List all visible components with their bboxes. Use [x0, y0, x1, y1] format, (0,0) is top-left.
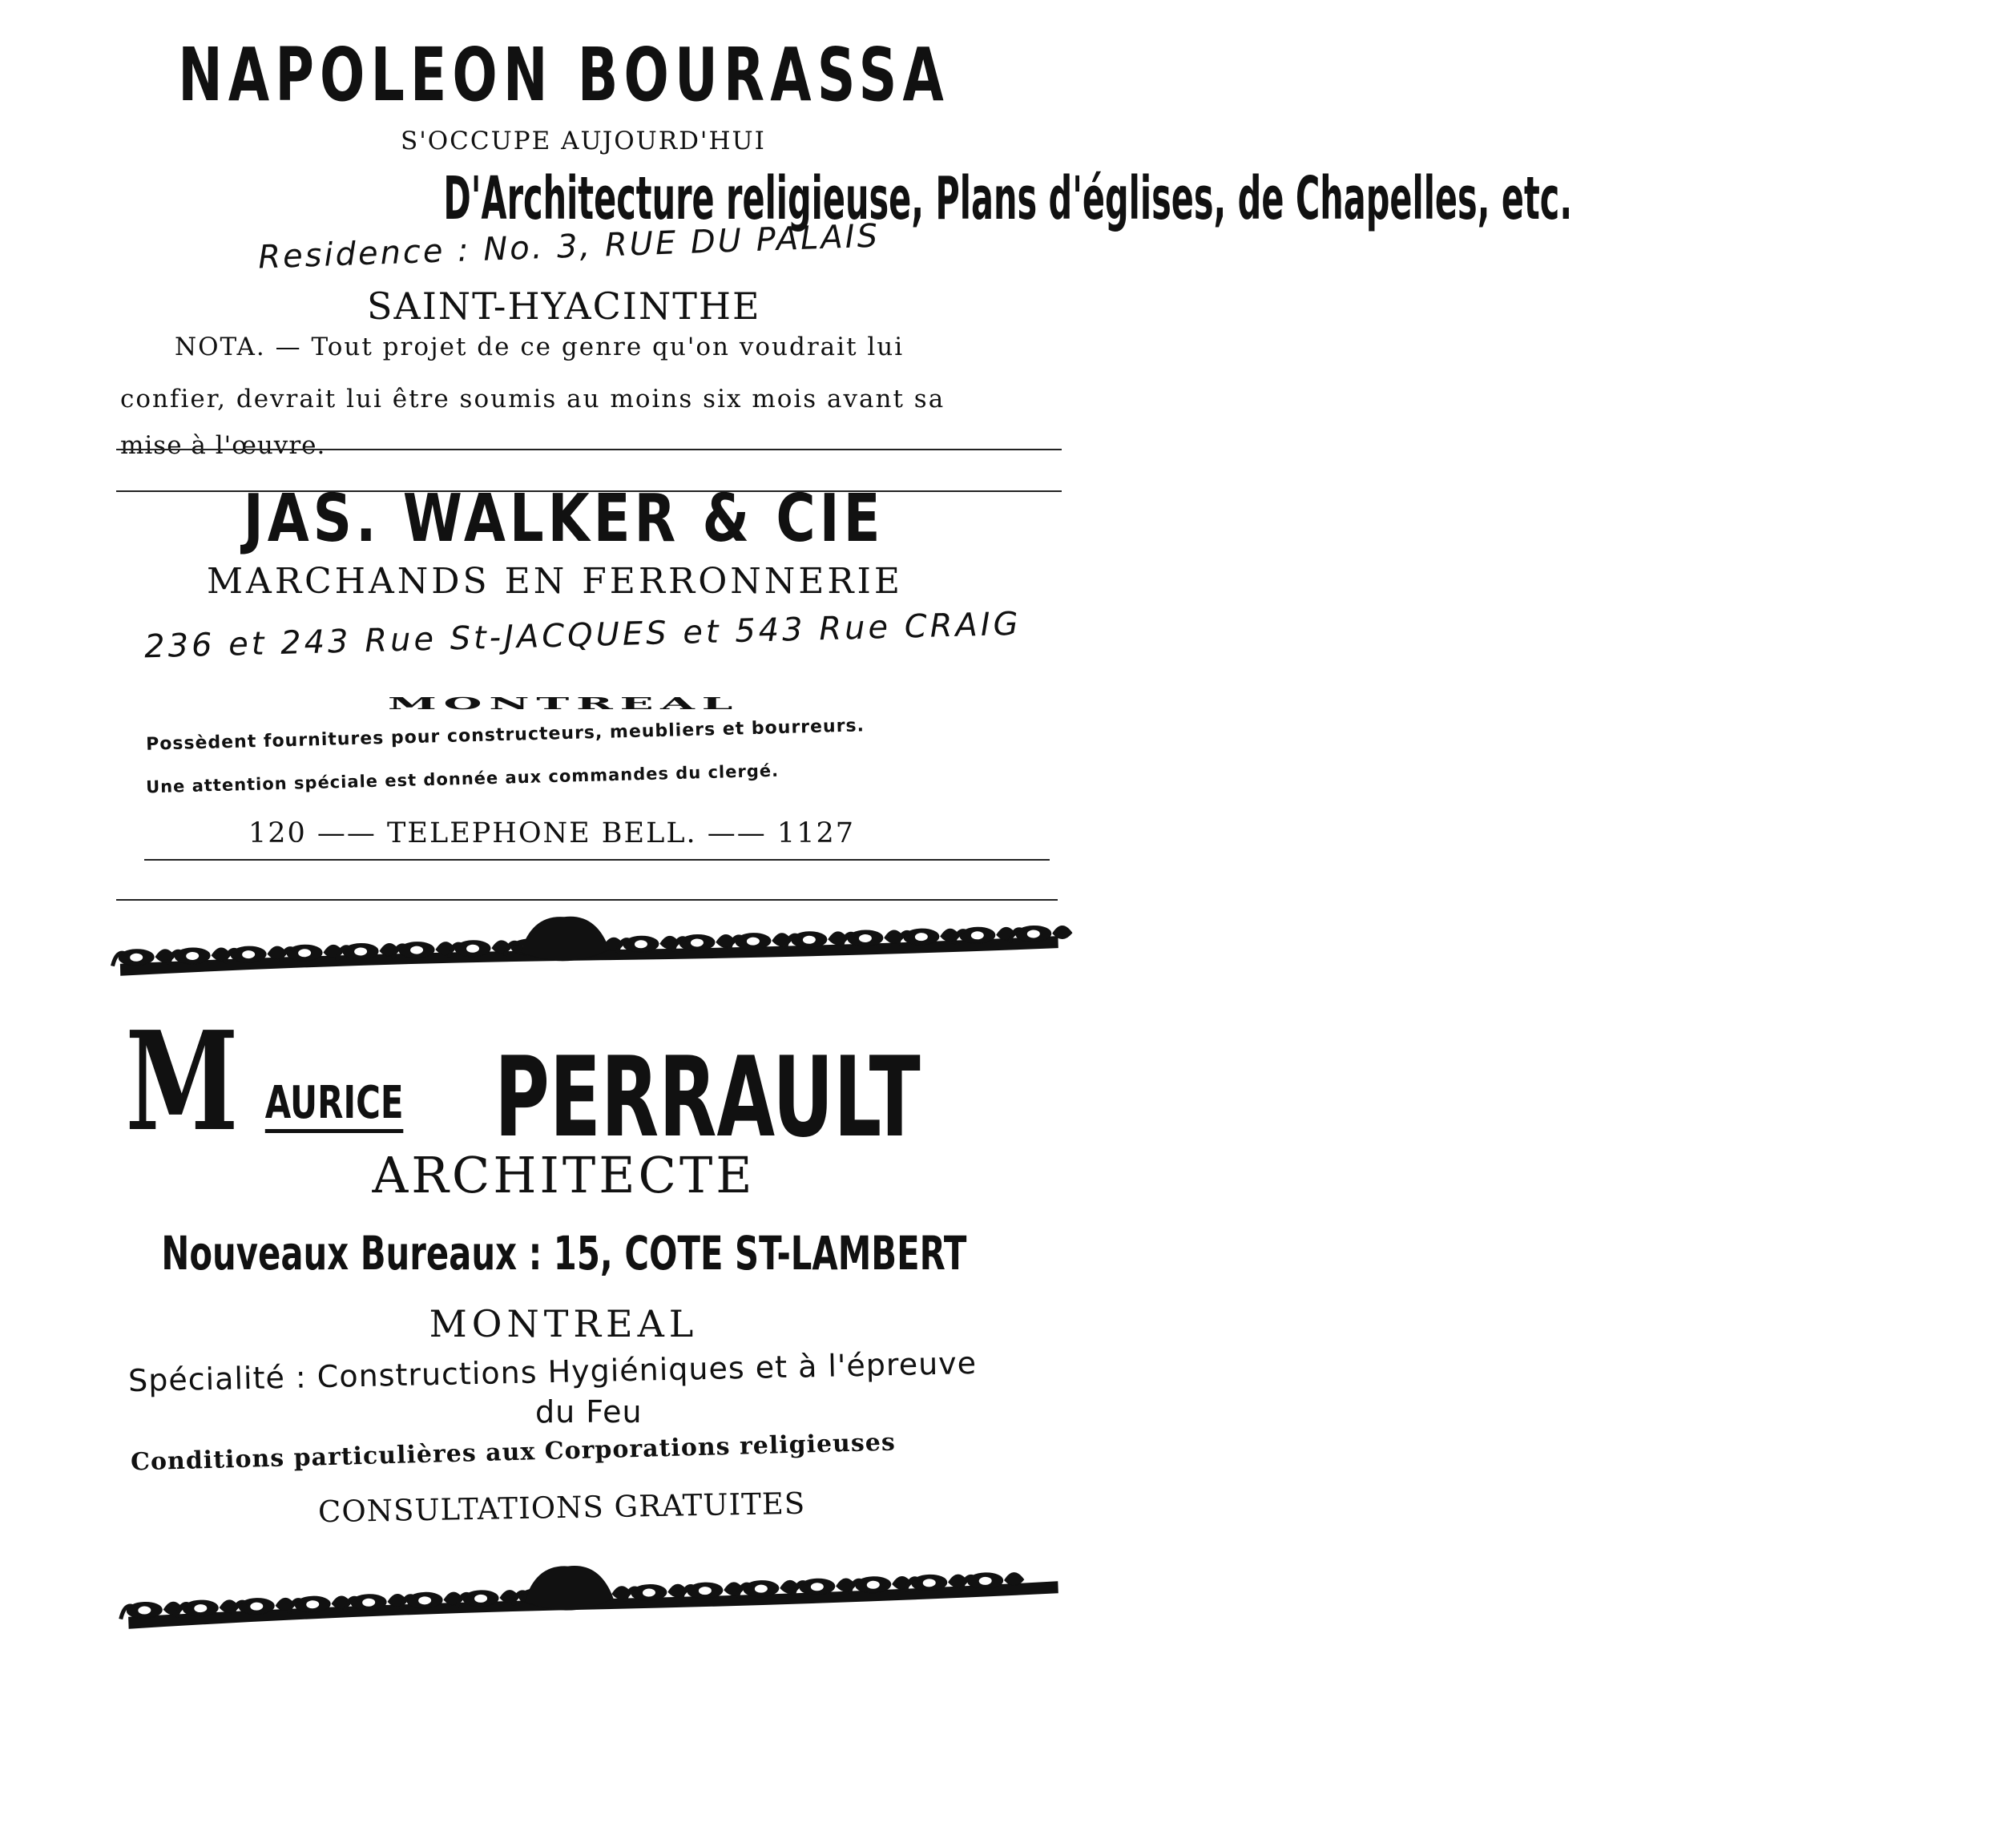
walker-name: JAS. WALKER & CIE	[243, 481, 885, 557]
bourassa-name: NAPOLEON BOURASSA	[178, 32, 950, 118]
divider-rule	[116, 899, 1058, 901]
bourassa-nota-line: confier, devrait lui être soumis au moins six mois avant sa	[120, 385, 946, 413]
walker-phone: 120 —— TELEPHONE BELL. —— 1127	[248, 817, 856, 849]
bourassa-city: SAINT-HYACINTHE	[367, 284, 761, 328]
perrault-first-name: AURICE	[264, 1077, 403, 1133]
bourassa-nota-line: NOTA. — Tout projet de ce genre qu'on voudrait lui	[175, 333, 905, 361]
perrault-specialty-line: du Feu	[535, 1394, 643, 1430]
perrault-conditions: Conditions particulières aux Corporations religieuses	[130, 1428, 897, 1477]
walker-address: 236 et 243 Rue St-JACQUES et 543 Rue CRAIG	[143, 605, 1022, 666]
walker-supplies-line: Possèdent fournitures pour constructeurs, meubliers et bourreurs.	[145, 716, 865, 755]
perrault-address: Nouveaux Bureaux : 15, COTE ST-LAMBERT	[161, 1226, 966, 1281]
ornamental-border-icon	[128, 1551, 1058, 1639]
divider-rule	[116, 449, 1062, 450]
perrault-initial: M	[125, 1002, 239, 1162]
bourassa-occupe: S'OCCUPE AUJOURD'HUI	[401, 127, 766, 155]
bourassa-residence: Residence : No. 3, RUE DU PALAIS	[257, 217, 881, 276]
perrault-last-name: PERRAULT	[494, 1033, 921, 1162]
walker-clergy-line: Une attention spéciale est donnée aux commandes du clergé.	[145, 760, 780, 797]
bourassa-nota-line: mise à l'œuvre.	[120, 431, 326, 460]
divider-rule	[144, 859, 1050, 861]
walker-trade: MARCHANDS EN FERRONNERIE	[207, 561, 904, 602]
perrault-specialty-line: Spécialité : Constructions Hygiéniques et à l'épreuve	[127, 1345, 978, 1399]
perrault-title: ARCHITECTE	[372, 1146, 756, 1204]
perrault-city: MONTREAL	[429, 1302, 699, 1345]
perrault-name	[0, 1002, 1127, 1162]
bourassa-specialty: D'Architecture religieuse, Plans d'églises, de Chapelles, etc.	[443, 164, 1573, 233]
perrault-consultations: CONSULTATIONS GRATUITES	[317, 1486, 806, 1530]
ornamental-border-icon	[120, 905, 1058, 986]
walker-city: MONTREAL	[387, 693, 740, 713]
